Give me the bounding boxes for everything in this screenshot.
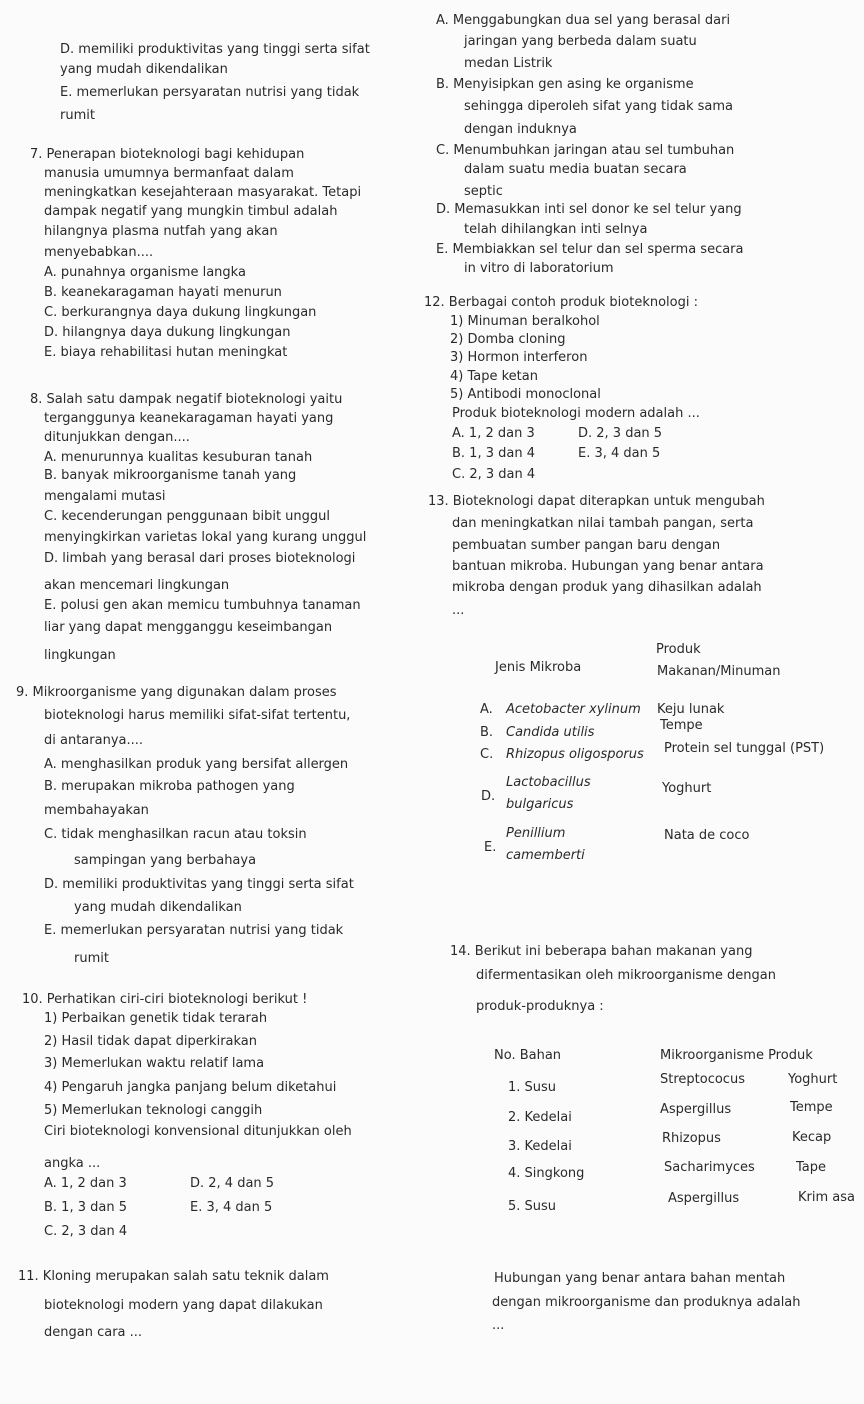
q7-option-e[interactable]: E. biaya rehabilitasi hutan meningkat <box>44 345 288 360</box>
q12-item: 5) Antibodi monoclonal <box>450 387 601 402</box>
q11-option-c-cont: septic <box>464 184 503 199</box>
q12-option-b[interactable]: B. 1, 3 dan 4 <box>452 446 535 461</box>
q11-option-e-cont: in vitro di laboratorium <box>464 261 614 276</box>
q7-text: 7. Penerapan bioteknologi bagi kehidupan <box>30 147 305 162</box>
table-cell: 3. Kedelai <box>508 1139 572 1154</box>
table-cell: Nata de coco <box>664 828 750 843</box>
q7-text: meningkatkan kesejahteraan masyarakat. Tetapi <box>44 185 362 200</box>
q9-option-b[interactable]: B. merupakan mikroba pathogen yang <box>44 779 295 794</box>
q10-item: 3) Memerlukan waktu relatif lama <box>44 1056 265 1071</box>
q8-option-c-cont: menyingkirkan varietas lokal yang kurang unggul <box>44 530 367 545</box>
q10-item: 2) Hasil tidak dapat diperkirakan <box>44 1034 258 1049</box>
q13-option-e[interactable]: E. <box>484 840 497 855</box>
table-cell: Rhizopus <box>662 1131 721 1146</box>
q12-option-c[interactable]: C. 2, 3 dan 4 <box>452 467 536 482</box>
q14-text: produk-produknya : <box>476 999 604 1014</box>
table-cell: Sacharimyces <box>664 1160 755 1175</box>
q10-option-a[interactable]: A. 1, 2 dan 3 <box>44 1176 127 1191</box>
q13-option-c[interactable]: C. <box>480 747 494 762</box>
q8-option-d-cont: akan mencemari lingkungan <box>44 578 230 593</box>
q13-text: mikroba dengan produk yang dihasilkan adalah <box>452 580 762 595</box>
table-cell: Krim asa <box>798 1190 855 1205</box>
q12-option-a[interactable]: A. 1, 2 dan 3 <box>452 426 535 441</box>
table-cell: Streptococus <box>660 1072 745 1087</box>
table-cell: Protein sel tunggal (PST) <box>664 741 825 756</box>
q13-text: bantuan mikroba. Hubungan yang benar antara <box>452 559 764 574</box>
q11-option-b[interactable]: B. Menyisipkan gen asing ke organisme <box>436 77 694 92</box>
q7-option-c[interactable]: C. berkurangnya daya dukung lingkungan <box>44 305 317 320</box>
q14-text: ... <box>492 1318 505 1333</box>
q10-option-b[interactable]: B. 1, 3 dan 5 <box>44 1200 127 1215</box>
q11-option-d[interactable]: D. Memasukkan inti sel donor ke sel telur yang <box>436 202 742 217</box>
q9-option-a[interactable]: A. menghasilkan produk yang bersifat allergen <box>44 757 349 772</box>
text-line: D. memiliki produktivitas yang tinggi serta sifat <box>60 42 370 57</box>
q10-item: 4) Pengaruh jangka panjang belum diketahui <box>44 1080 337 1095</box>
q8-option-e[interactable]: E. polusi gen akan memicu tumbuhnya tanaman <box>44 598 361 613</box>
q9-option-e[interactable]: E. memerlukan persyaratan nutrisi yang tidak <box>44 923 344 938</box>
q10-option-c[interactable]: C. 2, 3 dan 4 <box>44 1224 128 1239</box>
q10-text: Ciri bioteknologi konvensional ditunjukkan oleh <box>44 1124 352 1139</box>
q8-option-a[interactable]: A. menurunnya kualitas kesuburan tanah <box>44 450 313 465</box>
q8-option-b[interactable]: B. banyak mikroorganisme tanah yang <box>44 468 297 483</box>
q8-text: ditunjukkan dengan.... <box>44 430 190 445</box>
table-header: Jenis Mikroba <box>495 660 582 675</box>
table-cell: Candida utilis <box>506 725 595 740</box>
q12-item: 4) Tape ketan <box>450 369 538 384</box>
q9-option-b-cont: membahayakan <box>44 803 149 818</box>
table-cell: 5. Susu <box>508 1199 557 1214</box>
q10-option-e[interactable]: E. 3, 4 dan 5 <box>190 1200 273 1215</box>
q7-option-b[interactable]: B. keanekaragaman hayati menurun <box>44 285 282 300</box>
table-cell: Kecap <box>792 1130 832 1145</box>
q8-option-e-cont: liar yang dapat mengganggu keseimbangan <box>44 620 333 635</box>
q12-item: 3) Hormon interferon <box>450 350 588 365</box>
q8-text: terganggunya keanekaragaman hayati yang <box>44 411 334 426</box>
table-cell: 4. Singkong <box>508 1166 585 1181</box>
q7-text: manusia umumnya bermanfaat dalam <box>44 166 294 181</box>
text-line: yang mudah dikendalikan <box>60 62 228 77</box>
table-cell: Lactobacillus <box>506 775 591 790</box>
q11-option-b-cont: sehingga diperoleh sifat yang tidak sama <box>464 99 733 114</box>
q14-text: difermentasikan oleh mikroorganisme dengan <box>476 968 776 983</box>
q13-option-d[interactable]: D. <box>481 789 496 804</box>
q10-text: angka ... <box>44 1156 101 1171</box>
table-cell: Keju lunak <box>657 702 725 717</box>
table-cell: bulgaricus <box>506 797 574 812</box>
q9-option-d-cont: yang mudah dikendalikan <box>74 900 242 915</box>
table-cell: Tape <box>796 1160 827 1175</box>
table-cell: Rhizopus oligosporus <box>506 747 644 762</box>
q8-option-e-cont: lingkungan <box>44 648 116 663</box>
text-line: rumit <box>60 108 95 123</box>
table-cell: Penillium <box>506 826 566 841</box>
q8-option-d[interactable]: D. limbah yang berasal dari proses bioteknologi <box>44 551 356 566</box>
table-cell: Tempe <box>660 718 703 733</box>
q11-option-b-cont: dengan induknya <box>464 122 577 137</box>
table-cell: 2. Kedelai <box>508 1110 572 1125</box>
q10-item: 5) Memerlukan teknologi canggih <box>44 1103 263 1118</box>
q11-option-c[interactable]: C. Menumbuhkan jaringan atau sel tumbuhan <box>436 143 735 158</box>
q9-text: bioteknologi harus memiliki sifat-sifat tertentu, <box>44 708 351 723</box>
q7-text: menyebabkan.... <box>44 245 154 260</box>
text-line: E. memerlukan persyaratan nutrisi yang tidak <box>60 85 360 100</box>
q8-option-c[interactable]: C. kecenderungan penggunaan bibit unggul <box>44 509 331 524</box>
q12-item: 2) Domba cloning <box>450 332 566 347</box>
table-cell: 1. Susu <box>508 1080 557 1095</box>
q7-text: dampak negatif yang mungkin timbul adalah <box>44 204 338 219</box>
q12-item: 1) Minuman beralkohol <box>450 314 600 329</box>
q11-text: 11. Kloning merupakan salah satu teknik dalam <box>18 1269 329 1284</box>
q14-text: dengan mikroorganisme dan produknya adalah <box>492 1295 801 1310</box>
q9-text: 9. Mikroorganisme yang digunakan dalam proses <box>16 685 337 700</box>
q13-text: 13. Bioteknologi dapat diterapkan untuk mengubah <box>428 494 765 509</box>
q14-text: 14. Berikut ini beberapa bahan makanan yang <box>450 944 753 959</box>
q7-option-d[interactable]: D. hilangnya daya dukung lingkungan <box>44 325 291 340</box>
table-cell: Yoghurt <box>788 1072 838 1087</box>
table-header: No. Bahan <box>494 1048 562 1063</box>
q9-option-e-cont: rumit <box>74 951 109 966</box>
q13-option-a[interactable]: A. <box>480 702 493 717</box>
q8-text: 8. Salah satu dampak negatif bioteknologi yaitu <box>30 392 343 407</box>
table-cell: camemberti <box>506 848 585 863</box>
q11-option-a-cont: jaringan yang berbeda dalam suatu <box>464 34 697 49</box>
table-cell: Aspergillus <box>668 1191 740 1206</box>
q13-option-b[interactable]: B. <box>480 725 494 740</box>
q12-text: 12. Berbagai contoh produk bioteknologi : <box>424 295 699 310</box>
q8-option-b-cont: mengalami mutasi <box>44 489 166 504</box>
q11-option-a[interactable]: A. Menggabungkan dua sel yang berasal dari <box>436 13 731 28</box>
q11-option-a-cont: medan Listrik <box>464 56 553 71</box>
q12-option-e[interactable]: E. 3, 4 dan 5 <box>578 446 661 461</box>
q11-text: dengan cara ... <box>44 1325 143 1340</box>
q10-text: 10. Perhatikan ciri-ciri bioteknologi berikut ! <box>22 992 308 1007</box>
q13-text: ... <box>452 603 465 618</box>
q11-text: bioteknologi modern yang dapat dilakukan <box>44 1298 323 1313</box>
q9-option-d[interactable]: D. memiliki produktivitas yang tinggi serta sifat <box>44 877 354 892</box>
q13-text: pembuatan sumber pangan baru dengan <box>452 538 721 553</box>
q7-text: hilangnya plasma nutfah yang akan <box>44 224 278 239</box>
q10-item: 1) Perbaikan genetik tidak terarah <box>44 1011 268 1026</box>
table-cell: Tempe <box>790 1100 833 1115</box>
q9-option-c[interactable]: C. tidak menghasilkan racun atau toksin <box>44 827 307 842</box>
table-header: Mikroorganisme Produk <box>660 1048 813 1063</box>
q12-option-d[interactable]: D. 2, 3 dan 5 <box>578 426 663 441</box>
q14-text: Hubungan yang benar antara bahan mentah <box>494 1271 786 1286</box>
table-cell: Yoghurt <box>662 781 712 796</box>
q9-option-c-cont: sampingan yang berbahaya <box>74 853 257 868</box>
table-header: Produk <box>656 642 701 657</box>
table-cell: Acetobacter xylinum <box>506 702 641 717</box>
q10-option-d[interactable]: D. 2, 4 dan 5 <box>190 1176 275 1191</box>
table-header: Makanan/Minuman <box>657 664 781 679</box>
q11-option-e[interactable]: E. Membiakkan sel telur dan sel sperma secara <box>436 242 744 257</box>
q9-text: di antaranya.... <box>44 733 144 748</box>
q13-text: dan meningkatkan nilai tambah pangan, serta <box>452 516 754 531</box>
q7-option-a[interactable]: A. punahnya organisme langka <box>44 265 246 280</box>
table-cell: Aspergillus <box>660 1102 732 1117</box>
q11-option-d-cont: telah dihilangkan inti selnya <box>464 222 648 237</box>
q12-text: Produk bioteknologi modern adalah ... <box>452 406 700 421</box>
q11-option-c-cont: dalam suatu media buatan secara <box>464 162 687 177</box>
